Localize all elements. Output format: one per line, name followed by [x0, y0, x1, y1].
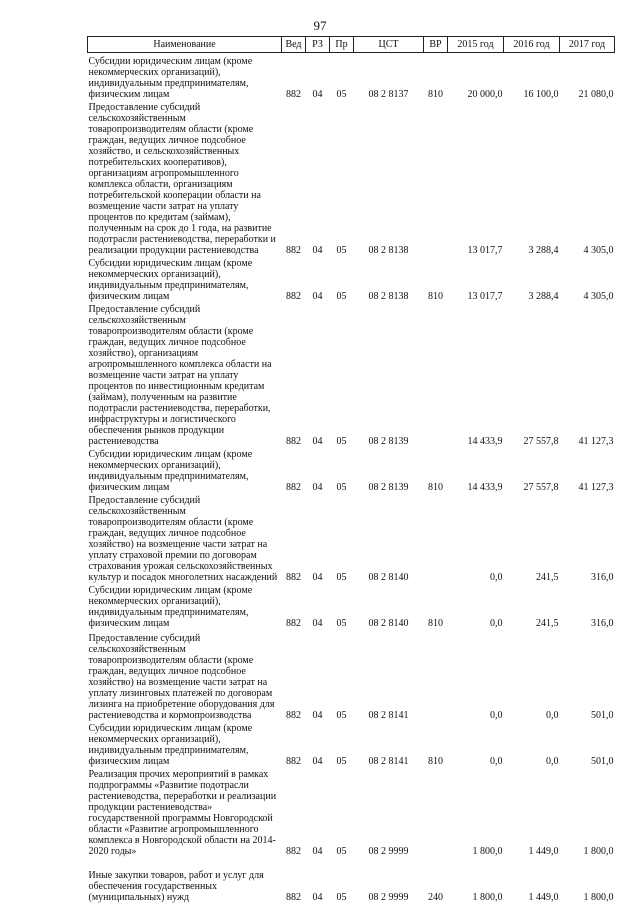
row-vr: 810	[428, 756, 443, 767]
row-vr	[424, 631, 448, 723]
row-2017: 501,0	[591, 710, 614, 721]
row-ved: 882	[286, 846, 301, 857]
row-2017: 316,0	[591, 618, 614, 629]
row-2016: 0,0	[546, 756, 559, 767]
table-row	[88, 723, 615, 769]
row-2015: 0,0	[490, 618, 503, 629]
row-vr	[424, 769, 448, 859]
row-name: Субсидии юридическим лицам (кроме некоммерческих организаций), индивидуальным предпринимателям, физическим лицам	[88, 449, 253, 493]
row-ved: 882	[286, 291, 301, 302]
table-row	[88, 102, 615, 258]
header-vr: ВР	[424, 37, 448, 53]
table-row	[88, 585, 615, 631]
table-row	[88, 769, 615, 859]
row-2017: 1 800,0	[583, 892, 614, 903]
row-2015: 14 433,9	[467, 436, 503, 447]
row-vr	[424, 102, 448, 258]
row-ved: 882	[286, 710, 301, 721]
row-2017: 4 305,0	[583, 245, 614, 256]
row-cst: 08 2 9999	[368, 846, 409, 857]
row-rz: 04	[312, 618, 323, 629]
header-name: Наименование	[88, 37, 282, 53]
row-2016: 3 288,4	[528, 245, 559, 256]
row-cst: 08 2 8141	[368, 710, 409, 721]
table-row	[88, 449, 615, 495]
row-cst: 08 2 8141	[368, 756, 409, 767]
row-2015: 13 017,7	[467, 291, 503, 302]
row-2016: 1 449,0	[528, 892, 559, 903]
row-2017: 21 080,0	[578, 89, 614, 100]
page-number: 97	[313, 18, 327, 33]
row-2015: 0,0	[490, 710, 503, 721]
row-rz: 04	[312, 572, 323, 583]
row-rz: 04	[312, 710, 323, 721]
row-vr: 810	[428, 618, 443, 629]
row-2015: 13 017,7	[467, 245, 503, 256]
row-pr: 05	[336, 710, 347, 721]
row-2015: 1 800,0	[472, 846, 503, 857]
row-2016: 3 288,4	[528, 291, 559, 302]
row-ved: 882	[286, 892, 301, 903]
row-2015: 1 800,0	[472, 892, 503, 903]
row-pr: 05	[336, 436, 347, 447]
row-vr: 810	[428, 482, 443, 493]
row-cst: 08 2 8139	[368, 436, 409, 447]
row-rz: 04	[312, 436, 323, 447]
row-name: Субсидии юридическим лицам (кроме некоммерческих организаций), индивидуальным предпринимателям, физическим лицам	[88, 585, 253, 629]
row-pr: 05	[336, 89, 347, 100]
row-pr: 05	[336, 291, 347, 302]
row-2015: 0,0	[490, 572, 503, 583]
table-row	[88, 859, 615, 905]
row-pr: 05	[336, 482, 347, 493]
row-2016: 1 449,0	[528, 846, 559, 857]
row-2017: 501,0	[591, 756, 614, 767]
row-2016: 241,5	[536, 618, 559, 629]
row-name: Иные закупки товаров, работ и услуг для обеспечения государственных (муниципальных) нужд	[88, 870, 264, 903]
row-name: Субсидии юридическим лицам (кроме некоммерческих организаций), индивидуальным предпринимателям, физическим лицам	[88, 258, 253, 302]
row-2016: 27 557,8	[523, 482, 559, 493]
row-2017: 1 800,0	[583, 846, 614, 857]
row-name: Субсидии юридическим лицам (кроме некоммерческих организаций), индивидуальным предпринимателям, физическим лицам	[88, 56, 253, 100]
row-pr: 05	[336, 846, 347, 857]
row-name: Предоставление субсидий сельскохозяйственным товаропроизводителям области (кроме граждан, ведущих личное подсобное хозяйство) на возмещение части затрат на уплату страховой премии по договорам страхования урожая сельскохозяйственных культур и посадок многолетних насаждений	[88, 495, 278, 583]
row-ved: 882	[286, 245, 301, 256]
row-2017: 316,0	[591, 572, 614, 583]
row-ved: 882	[286, 436, 301, 447]
row-ved: 882	[286, 572, 301, 583]
row-rz: 04	[312, 892, 323, 903]
row-ved: 882	[286, 89, 301, 100]
header-rz: РЗ	[306, 37, 330, 53]
row-name: Предоставление субсидий сельскохозяйственным товаропроизводителям области (кроме граждан, ведущих личное подсобное хозяйство, и сельскохозяйственных потребительских кооперативов), организациям агропромышленного комплекса области, организациям потребительской кооперации области на возмещение части затрат на уплату процентов по кредитам (займам), полученным на срок до 1 года, на развитие подотрасли растениеводства, переработки и реализации продукции растениеводства	[88, 102, 276, 256]
row-ved: 882	[286, 618, 301, 629]
row-rz: 04	[312, 482, 323, 493]
row-rz: 04	[312, 89, 323, 100]
row-cst: 08 2 8140	[368, 572, 409, 583]
row-2015: 14 433,9	[467, 482, 503, 493]
row-2016: 16 100,0	[523, 89, 559, 100]
row-rz: 04	[312, 245, 323, 256]
row-rz: 04	[312, 756, 323, 767]
row-rz: 04	[312, 291, 323, 302]
row-2016: 0,0	[546, 710, 559, 721]
row-cst: 08 2 8138	[368, 245, 409, 256]
row-pr: 05	[336, 892, 347, 903]
row-vr: 810	[428, 89, 443, 100]
row-pr: 05	[336, 245, 347, 256]
row-2015: 20 000,0	[467, 89, 503, 100]
header-ved: Вед	[282, 37, 306, 53]
row-pr: 05	[336, 572, 347, 583]
row-vr: 810	[428, 291, 443, 302]
table-row	[88, 631, 615, 723]
table-row	[88, 495, 615, 585]
row-cst: 08 2 8139	[368, 482, 409, 493]
table-row	[88, 258, 615, 304]
row-ved: 882	[286, 756, 301, 767]
row-ved: 882	[286, 482, 301, 493]
row-vr: 240	[428, 892, 443, 903]
row-name: Реализация прочих мероприятий в рамках подпрограммы «Развитие подотрасли растениеводства, переработки и реализации продукции растениеводства» государственной программы Новгородской области «Развитие агропромышленного комплекса в Новгородской области на 2014-2020 годы»	[88, 769, 277, 857]
row-name: Предоставление субсидий сельскохозяйственным товаропроизводителям области (кроме граждан, ведущих личное подсобное хозяйство), организациям агропромышленного комплекса области на возмещение части затрат на уплату процентов по инвестиционным кредитам (займам), полученным на развитие подотрасли растениеводства, переработки, инфраструктуры и логистического обеспечения рынков продукции растениеводства	[88, 304, 272, 447]
header-2015: 2015 год	[448, 37, 504, 53]
budget-table	[87, 36, 615, 905]
row-cst: 08 2 8138	[368, 291, 409, 302]
header-pr: Пр	[330, 37, 354, 53]
table-row	[88, 53, 615, 103]
row-cst: 08 2 8140	[368, 618, 409, 629]
header-2016: 2016 год	[504, 37, 560, 53]
row-cst: 08 2 9999	[368, 892, 409, 903]
row-name: Субсидии юридическим лицам (кроме некоммерческих организаций), индивидуальным предпринимателям, физическим лицам	[88, 723, 253, 767]
table-header-row	[88, 37, 615, 53]
row-2017: 41 127,3	[578, 436, 614, 447]
row-vr	[424, 304, 448, 449]
row-vr	[424, 495, 448, 585]
header-cst: ЦСТ	[354, 37, 424, 53]
row-name: Предоставление субсидий сельскохозяйственным товаропроизводителям области (кроме граждан, ведущих личное подсобное хозяйство) на возмещение части затрат на уплату лизинговых платежей по договорам лизинга на приобретение оборудования для растениеводства и кормопроизводства	[88, 633, 275, 721]
row-2016: 27 557,8	[523, 436, 559, 447]
row-rz: 04	[312, 846, 323, 857]
row-2017: 4 305,0	[583, 291, 614, 302]
table-row	[88, 304, 615, 449]
row-pr: 05	[336, 756, 347, 767]
row-2016: 241,5	[536, 572, 559, 583]
header-2017: 2017 год	[560, 37, 615, 53]
row-pr: 05	[336, 618, 347, 629]
row-2015: 0,0	[490, 756, 503, 767]
row-cst: 08 2 8137	[368, 89, 409, 100]
row-2017: 41 127,3	[578, 482, 614, 493]
